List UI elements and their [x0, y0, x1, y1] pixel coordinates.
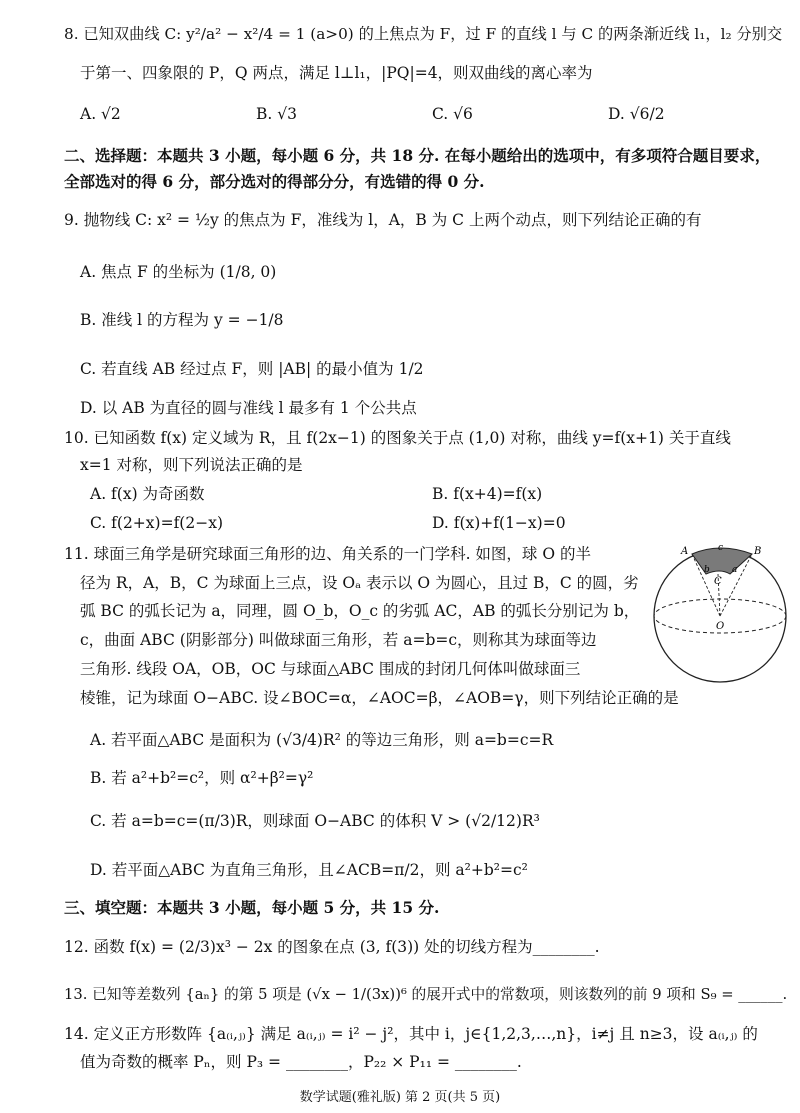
q8-stem-line1: 8. 已知双曲线 C: y²/a² − x²/4 = 1 (a>0) 的上焦点为 F，过 F 的直线 l 与 C 的两条渐近线 l₁，l₂ 分别交 — [64, 25, 783, 43]
q14-stem-line1: 14. 定义正方形数阵 {a₍ᵢ,ⱼ₎} 满足 a₍ᵢ,ⱼ₎ = i² − j²，其中 i，j∈{1,2,3,…,n}，i≠j 且 n≥3，设 a₍ᵢ,ⱼ₎ 的 — [64, 1025, 758, 1043]
q10-option-d: D. f(x)+f(1−x)=0 — [432, 514, 566, 532]
q11-stem-line1: 11. 球面三角学是研究球面三角形的边、角关系的一门学科. 如图，球 O 的半 — [64, 545, 591, 563]
q9-option-d: D. 以 AB 为直径的圆与准线 l 最多有 1 个公共点 — [80, 399, 417, 417]
label-b: B — [754, 546, 762, 557]
q11-stem-line5: 三角形. 线段 OA，OB，OC 与球面△ABC 围成的封闭几何体叫做球面三 — [80, 660, 581, 678]
q12-stem: 12. 函数 f(x) = (2/3)x³ − 2x 的图象在点 (3, f(3)) 处的切线方程为________. — [64, 938, 600, 956]
q11-option-d: D. 若平面△ABC 为直角三角形，且∠ACB=π/2，则 a²+b²=c² — [90, 861, 528, 879]
q11-option-b: B. 若 a²+b²=c²，则 α²+β²=γ² — [90, 769, 314, 787]
label-c-arc: c — [718, 543, 724, 553]
q9-option-c: C. 若直线 AB 经过点 F，则 |AB| 的最小值为 1/2 — [80, 360, 424, 378]
label-o: O — [716, 621, 725, 632]
q10-option-a: A. f(x) 为奇函数 — [90, 485, 205, 503]
section3-heading: 三、填空题：本题共 3 小题，每小题 5 分，共 15 分. — [64, 898, 440, 917]
label-c-point: C — [714, 576, 722, 587]
q8-option-a: A. √2 — [80, 105, 121, 123]
q8-option-d: D. √6/2 — [608, 105, 665, 123]
q10-stem-line1: 10. 已知函数 f(x) 定义域为 R，且 f(2x−1) 的图象关于点 (1,0) 对称，曲线 y=f(x+1) 关于直线 — [64, 429, 731, 447]
label-a-arc: a — [732, 565, 738, 575]
section2-heading-line1: 二、选择题：本题共 3 小题，每小题 6 分，共 18 分. 在每小题给出的选项中，有多项符合题目要求， — [64, 146, 771, 165]
q8-stem-line2: 于第一、四象限的 P，Q 两点，满足 l⊥l₁，|PQ|=4，则双曲线的离心率为 — [80, 64, 593, 82]
q14-stem-line2: 值为奇数的概率 Pₙ，则 P₃ = ________，P₂₂ × P₁₁ = ________. — [80, 1053, 522, 1071]
label-a: A — [681, 546, 689, 557]
q11-stem-line3: 弧 BC 的弧长记为 a，同理，圆 O_b，O_c 的劣弧 AC，AB 的弧长分别记为 b， — [80, 602, 640, 620]
q10-option-b: B. f(x+4)=f(x) — [432, 485, 543, 503]
q9-option-b: B. 准线 l 的方程为 y = −1/8 — [80, 311, 284, 329]
q11-stem-line4: c，曲面 ABC (阴影部分) 叫做球面三角形，若 a=b=c，则称其为球面等边 — [80, 631, 597, 649]
q9-stem: 9. 抛物线 C: x² = ½y 的焦点为 F，准线为 l，A，B 为 C 上两个动点，则下列结论正确的有 — [64, 211, 702, 229]
q8-option-c: C. √6 — [432, 105, 473, 123]
q13-stem: 13. 已知等差数列 {aₙ} 的第 5 项是 (√x − 1/(3x))⁶ 的展开式中的常数项，则该数列的前 9 项和 S₉ = ______. — [64, 986, 788, 1003]
q11-stem-line2: 径为 R，A，B，C 为球面上三点，设 Oₐ 表示以 O 为圆心，且过 B，C 的圆，劣 — [80, 574, 639, 592]
page-footer: 数学试题(雅礼版) 第 2 页(共 5 页) — [299, 1090, 501, 1105]
label-b-arc: b — [704, 565, 710, 575]
section2-heading-line2: 全部选对的得 6 分，部分选对的得部分分，有选错的得 0 分. — [64, 172, 485, 191]
q9-option-a: A. 焦点 F 的坐标为 (1/8, 0) — [80, 263, 277, 281]
spherical-triangle-figure — [648, 540, 792, 690]
q11-option-a: A. 若平面△ABC 是面积为 (√3/4)R² 的等边三角形，则 a=b=c=R — [90, 731, 554, 749]
q11-option-c: C. 若 a=b=c=(π/3)R，则球面 O−ABC 的体积 V > (√2/12)R³ — [90, 812, 540, 830]
q10-stem-line2: x=1 对称，则下列说法正确的是 — [80, 456, 303, 474]
q8-option-b: B. √3 — [256, 105, 297, 123]
q10-option-c: C. f(2+x)=f(2−x) — [90, 514, 223, 532]
q11-stem-line6: 棱锥，记为球面 O−ABC. 设∠BOC=α，∠AOC=β，∠AOB=γ，则下列结论正确的是 — [80, 689, 679, 707]
